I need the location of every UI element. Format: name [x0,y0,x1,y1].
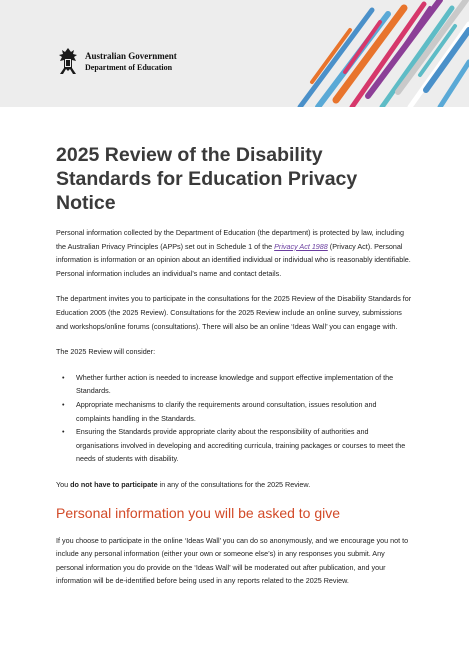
participation-emphasis: do not have to participate [70,479,158,489]
intro-paragraph [56,226,412,280]
page-header [0,0,469,107]
list-item [56,398,412,425]
list-item [56,371,412,398]
list-item-text: Appropriate mechanisms to clarify the requirements around consultation, issues resolution and complaints handling in the Standards. [76,399,377,423]
page-title: 2025 Review of the Disability Standards for Education Privacy Notice [56,144,358,214]
intro-text-start: Personal information collected by the Department of Education (the department) is protected by law, including the Australian Privacy Principles (APPs) set out in Schedule 1 of the [56,228,404,251]
privacy-act-link[interactable]: Privacy Act 1988 [274,241,328,251]
bullet-icon: • [62,399,65,409]
section-heading: Personal information you will be asked to give [56,504,341,521]
bullet-icon: • [62,372,65,382]
review-consider-paragraph: The 2025 Review will consider: [56,347,156,357]
participation-paragraph [56,478,412,492]
ideas-wall-paragraph: If you choose to participate in the online ‘Ideas Wall’ you can do so anonymously, and we encourage you not to include any personal information (either your own or someone else’s) in any responses you submit. Any personal information you do provide on the ‘Ideas Wall’ will be moderated out after publication, and your information will be de-identified before being used in any reports related to the 2025 Review. [56,535,409,586]
invitation-paragraph: The department invites you to participate in the consultations for the 2025 Review of the Disability Standards for Education 2005 (the 2025 Review). Consultations for the 2025 Review include an online survey, submissions and workshops/online forums (consultations). There will also be an online ‘Ideas Wall’ you can engage with. [56,294,412,331]
list-item-text: Whether further action is needed to increase knowledge and support effective implementation of the Standards. [76,372,394,396]
department-name: Department of Education [85,63,173,72]
list-item [56,425,412,466]
intro-text-end: (Privacy Act). Personal information is information or an opinion about an identified individual or individual who is reasonably identifiable. Personal information includes an individual’s name and contact details. [56,241,411,278]
considerations-list [56,371,412,466]
government-logotype [85,51,177,73]
gov-name: Australian Government [85,51,177,61]
list-item-text: Ensuring the Standards provide appropriate clarity about the responsibility of authorities and organisations involved in developing and accrediting curricula, training packages or courses to meet the needs of students with disability. [76,427,406,464]
document-body [56,226,412,600]
participation-prefix: You [56,479,71,489]
bullet-icon: • [62,427,65,437]
participation-suffix: in any of the consultations for the 2025 Review. [157,479,311,489]
coat-of-arms-logo [54,46,82,78]
